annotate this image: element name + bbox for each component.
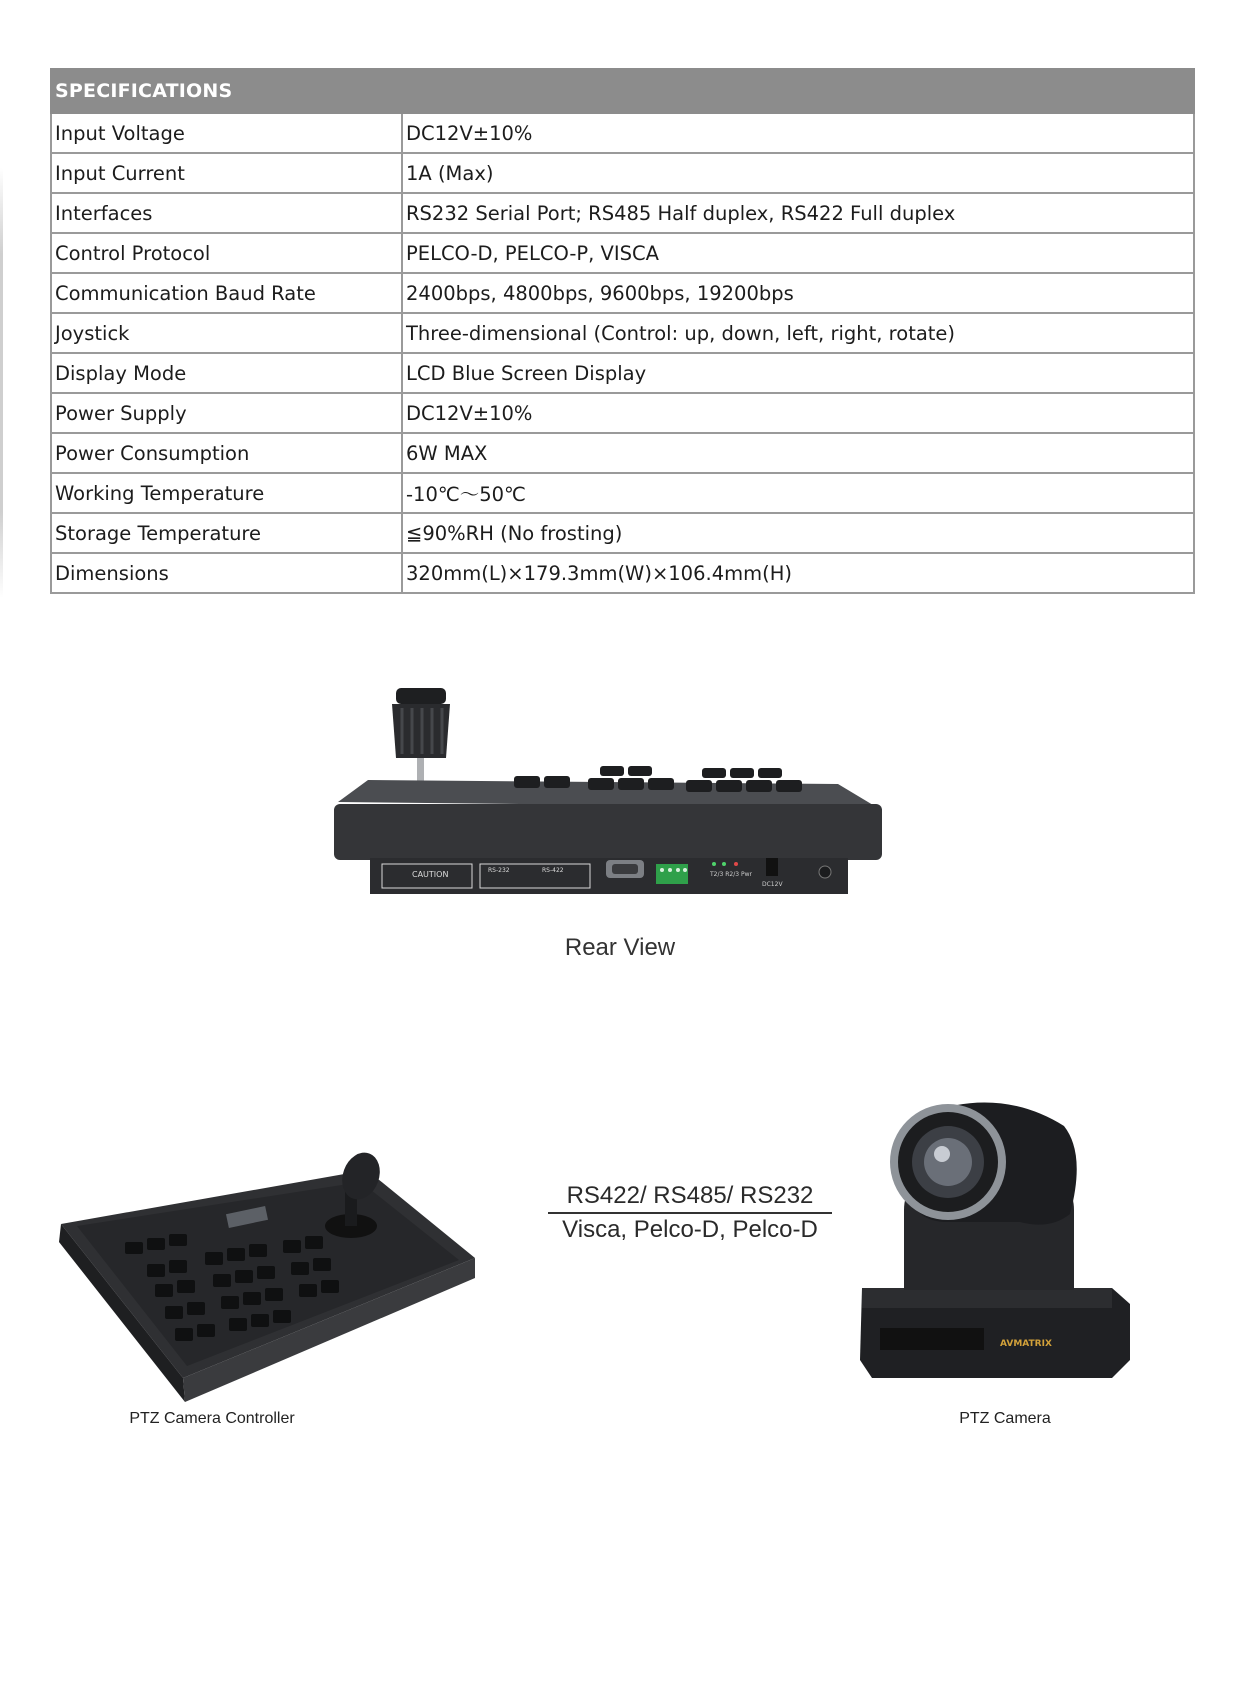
- spec-label: Input Voltage: [51, 113, 402, 153]
- spec-value: 6W MAX: [402, 433, 1194, 473]
- dc-label: DC12V: [762, 881, 783, 888]
- specifications-header: SPECIFICATIONS: [51, 69, 1194, 113]
- serial-port-icon: [606, 860, 644, 878]
- rs422-panel-label: RS-422: [542, 867, 564, 874]
- table-row: [51, 313, 1194, 353]
- spec-label: Joystick: [51, 313, 402, 353]
- spec-label: Power Supply: [51, 393, 402, 433]
- spec-value: ≦90%RH (No frosting): [402, 513, 1194, 553]
- spec-value: LCD Blue Screen Display: [402, 353, 1194, 393]
- spec-value: PELCO-D, PELCO-P, VISCA: [402, 233, 1194, 273]
- spec-label: Communication Baud Rate: [51, 273, 402, 313]
- spec-value: 2400bps, 4800bps, 9600bps, 19200bps: [402, 273, 1194, 313]
- spec-label: Dimensions: [51, 553, 402, 593]
- camera-lens-icon: [890, 1104, 1006, 1220]
- spec-value: 320mm(L)×179.3mm(W)×106.4mm(H): [402, 553, 1194, 593]
- controller-caption: PTZ Camera Controller: [129, 1410, 295, 1427]
- dc-jack-icon: [766, 858, 778, 876]
- specifications-header-row: [51, 69, 1194, 113]
- protocols-text: Visca, Pelco-D, Pelco-D: [562, 1216, 818, 1243]
- table-row: [51, 513, 1194, 553]
- camera-caption: PTZ Camera: [959, 1410, 1051, 1427]
- rs232-panel-label: RS-232: [488, 867, 510, 874]
- table-row: [51, 113, 1194, 153]
- spec-label: Interfaces: [51, 193, 402, 233]
- table-row: [51, 153, 1194, 193]
- table-row: [51, 353, 1194, 393]
- table-row: [51, 233, 1194, 273]
- controller-rear-view-image: [310, 680, 890, 910]
- spec-label: Display Mode: [51, 353, 402, 393]
- terminal-block-icon: [656, 864, 688, 884]
- power-switch-icon: [819, 866, 831, 878]
- table-row: [51, 553, 1194, 593]
- spec-label: Storage Temperature: [51, 513, 402, 553]
- page-edge-shadow: [0, 168, 3, 598]
- spec-label: Power Consumption: [51, 433, 402, 473]
- ptz-controller-image: [55, 1130, 475, 1410]
- table-row: [51, 473, 1194, 513]
- table-row: [51, 193, 1194, 233]
- table-row: [51, 433, 1194, 473]
- spec-value: DC12V±10%: [402, 393, 1194, 433]
- spec-label: Input Current: [51, 153, 402, 193]
- ptz-camera-image: [850, 1090, 1140, 1400]
- table-row: [51, 393, 1194, 433]
- caution-label: CAUTION: [412, 870, 449, 879]
- connection-label: [540, 1182, 840, 1244]
- spec-value: -10℃～50℃: [402, 473, 1194, 513]
- spec-value: Three-dimensional (Control: up, down, left, right, rotate): [402, 313, 1194, 353]
- spec-value: RS232 Serial Port; RS485 Half duplex, RS422 Full duplex: [402, 193, 1194, 233]
- interfaces-text: RS422/ RS485/ RS232: [566, 1182, 814, 1209]
- status-led-label: T2/3 R2/3 Pwr: [710, 871, 752, 878]
- spec-value: DC12V±10%: [402, 113, 1194, 153]
- specifications-table: [50, 68, 1195, 594]
- spec-label: Working Temperature: [51, 473, 402, 513]
- rear-view-caption: Rear View: [564, 934, 676, 961]
- camera-brand-logo: AVMATRIX: [1000, 1339, 1052, 1349]
- table-row: [51, 273, 1194, 313]
- spec-value: 1A (Max): [402, 153, 1194, 193]
- camera-front-panel: [880, 1328, 984, 1350]
- spec-label: Control Protocol: [51, 233, 402, 273]
